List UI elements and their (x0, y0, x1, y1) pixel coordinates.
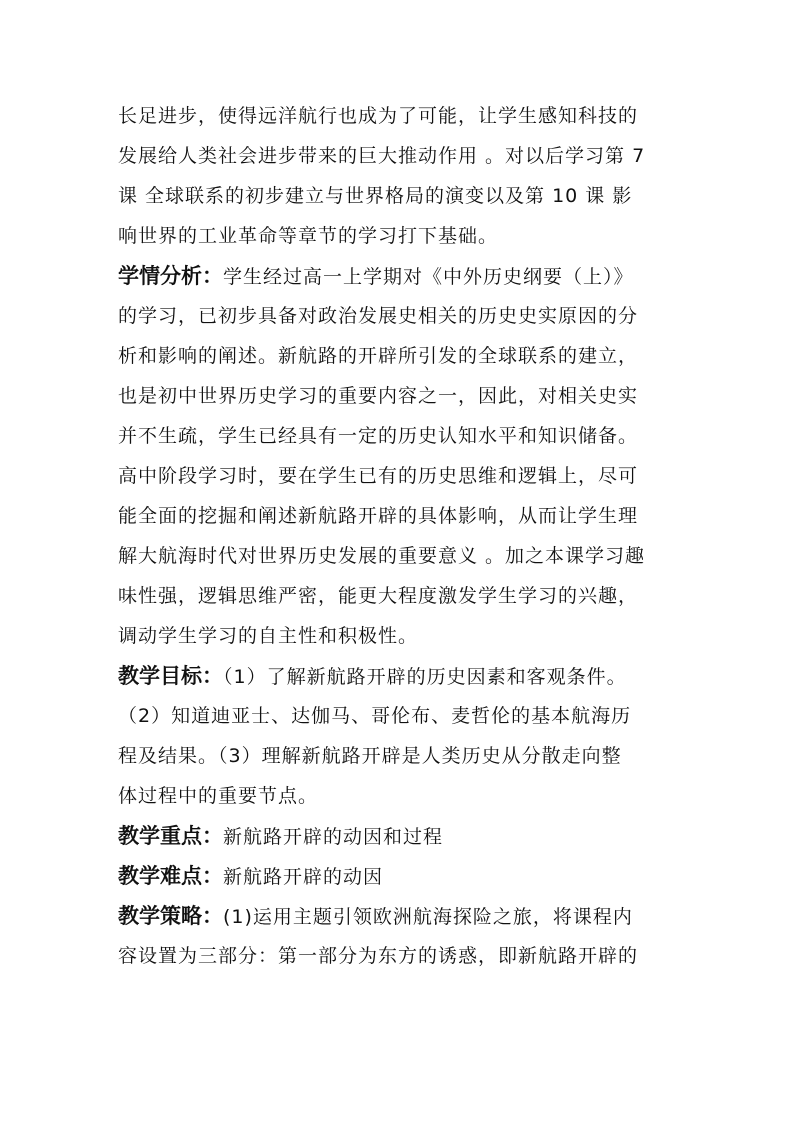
section-text: 新航路开辟的动因和过程 (223, 826, 444, 848)
section-heading: 教学难点： (118, 864, 223, 888)
body-line: 的学习，已初步具备对政治发展史相关的历史史实原因的分 (118, 305, 639, 327)
body-line: 体过程中的重要节点。 (118, 785, 319, 807)
intro-line: 响世界的工业革命等章节的学习打下基础。 (118, 225, 499, 247)
section-text: 新航路开辟的动因 (223, 866, 384, 888)
section-heading: 教学重点： (118, 824, 223, 848)
body-line: （2）知道迪亚士、达伽马、哥伦布、麦哲伦的基本航海历 (118, 705, 632, 727)
section-learning-analysis (118, 256, 692, 296)
body-line: 高中阶段学习时，要在学生已有的历史思维和逻辑上，尽可 (118, 465, 639, 487)
document-page (118, 96, 692, 976)
body-line: 味性强，逻辑思维严密，能更大程度激发学生学习的兴趣， (118, 585, 639, 607)
body-line: 也是初中世界历史学习的重要内容之一，因此，对相关史实 (118, 385, 639, 407)
intro-line: 长足进步，使得远洋航行也成为了可能，让学生感知科技的 (118, 105, 639, 127)
body-line: 解大航海时代对世界历史发展的重要意义 。加之本课学习趣 (118, 545, 646, 567)
section-text: 学生经过高一上学期对《中外历史纲要（上）》 (223, 266, 634, 288)
section-strategy (118, 896, 692, 936)
section-heading: 学情分析： (118, 264, 223, 288)
body-line: 能全面的挖掘和阐述新航路开辟的具体影响，从而让学生理 (118, 505, 639, 527)
body-line: 容设置为三部分：第一部分为东方的诱惑，即新航路开辟的 (118, 945, 639, 967)
body-line: 并不生疏，学生已经具有一定的历史认知水平和知识储备。 (118, 425, 639, 447)
section-text: (1)运用主题引领欧洲航海探险之旅，将课程内 (223, 906, 633, 928)
intro-line: 课 全球联系的初步建立与世界格局的演变以及第 10 课 影 (118, 185, 633, 207)
body-line: 析和影响的阐述。新航路的开辟所引发的全球联系的建立， (118, 345, 639, 367)
intro-line: 发展给人类社会进步带来的巨大推动作用 。对以后学习第 7 (118, 145, 646, 167)
section-heading: 教学目标： (118, 664, 223, 688)
section-text: （1）了解新航路开辟的历史因素和客观条件。 (223, 666, 627, 688)
section-heading: 教学策略： (118, 904, 223, 928)
section-key-points (118, 816, 692, 856)
body-line: 调动学生学习的自主性和积极性。 (118, 625, 419, 647)
section-difficulties (118, 856, 692, 896)
body-line: 程及结果。（3）理解新航路开辟是人类历史从分散走向整 (118, 745, 622, 767)
section-teaching-goals (118, 656, 692, 696)
